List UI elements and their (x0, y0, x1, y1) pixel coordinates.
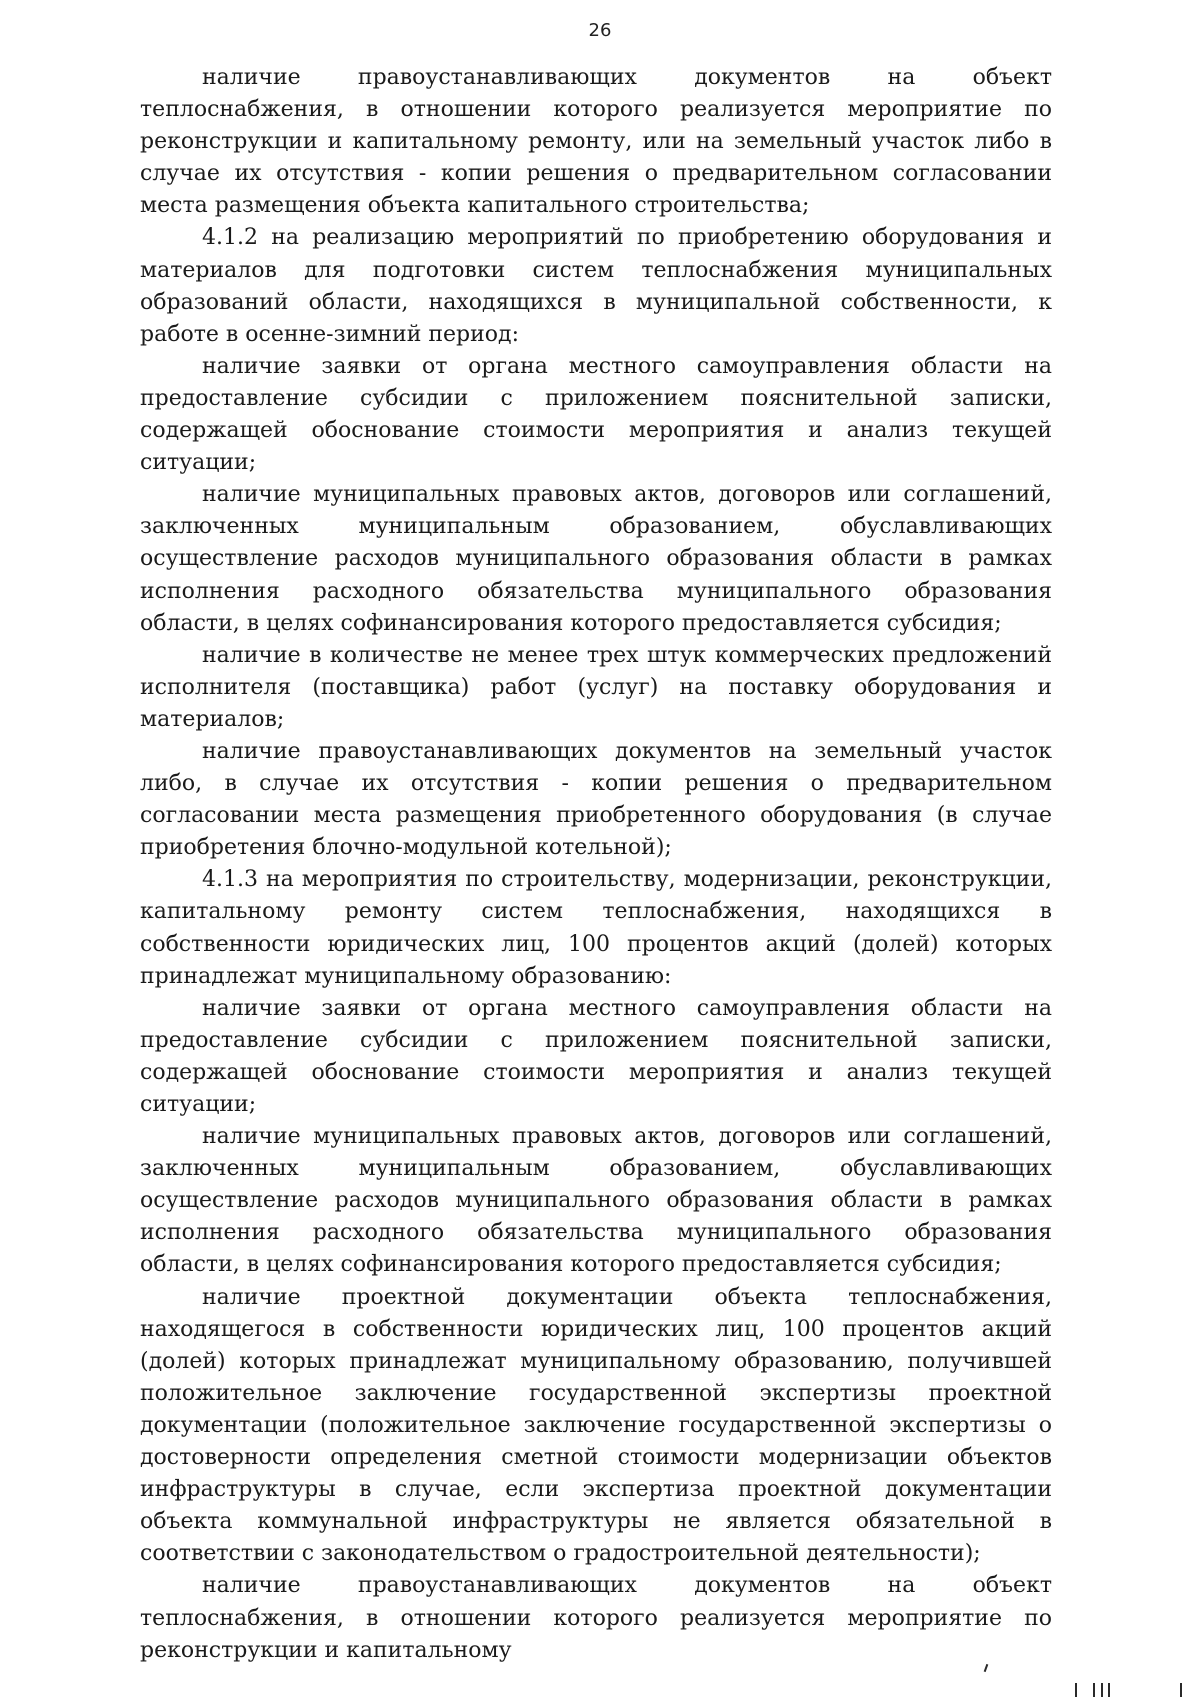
paragraph-commercial-offers: наличие в количестве не менее трех штук коммерческих предложений исполнителя (поставщика) работ (услуг) на поставку оборудования и материалов; (140, 642, 1052, 732)
paragraph-municipal-acts-1: наличие муниципальных правовых актов, договоров или соглашений, заключенных муниципальным образованием, обуславливающих осуществление расходов муниципального образования области в рамках исполнения расходного обязательства муниципального образования области, в целях софинансирования которого предоставляется субсидия; (140, 482, 1052, 636)
document-body (140, 62, 1052, 1667)
scan-bar (1093, 1683, 1095, 1697)
paragraph-clause-4-1-3: 4.1.3 на мероприятия по строительству, модернизации, реконструкции, капитальному ремонту систем теплоснабжения, находящихся в собственности юридических лиц, 100 процентов акций (долей) которых принадлежат муниципальному образованию: (140, 867, 1052, 989)
paragraph-subsidy-application-2: наличие заявки от органа местного самоуправления области на предоставление субсидии с приложением пояснительной записки, содержащей обоснование стоимости мероприятия и анализ текущей ситуации; (140, 995, 1052, 1117)
scan-bar (1075, 1683, 1077, 1697)
paragraph-land-documents-3: наличие правоустанавливающих документов на объект теплоснабжения, в отношении которого реализуется мероприятие по реконструкции и капитальному (140, 1573, 1052, 1663)
scan-bar (1180, 1683, 1182, 1697)
scan-bar (1101, 1683, 1103, 1697)
page-number: 26 (588, 20, 612, 41)
scan-bar (1108, 1683, 1110, 1697)
paragraph-subsidy-application-1: наличие заявки от органа местного самоуправления области на предоставление субсидии с приложением пояснительной записки, содержащей обоснование стоимости мероприятия и анализ текущей ситуации; (140, 353, 1052, 476)
paragraph-municipal-acts-2: наличие муниципальных правовых актов, договоров или соглашений, заключенных муниципальным образованием, обуславливающих осуществление расходов муниципального образования области в рамках исполнения расходного обязательства муниципального образования области, в целях софинансирования которого предоставляется субсидия; (140, 1124, 1052, 1278)
paragraph-project-documentation: наличие проектной документации объекта теплоснабжения, находящегося в собственности юридических лиц, 100 процентов акций (долей) которых принадлежат муниципальному образованию, получившей положительное заключение государственной экспертизы проектной документации (положительное заключение государственной экспертизы о достоверности определения сметной стоимости модернизации объектов инфраструктуры в случае, если экспертиза проектной документации объекта коммунальной инфраструктуры не является обязательной в соответствии с законодательством о градостроительной деятельности); (140, 1284, 1052, 1567)
paragraph-clause-4-1-2: 4.1.2 на реализацию мероприятий по приобретению оборудования и материалов для подготовки систем теплоснабжения муниципальных образований области, находящихся в муниципальной собственности, к работе в осенне-зимний период: (140, 225, 1052, 347)
paragraph-land-documents-2: наличие правоустанавливающих документов на земельный участок либо, в случае их отсутствия - копии решения о предварительном согласовании места размещения приобретенного оборудования (в случае приобретения блочно-модульной котельной); (140, 738, 1052, 861)
paragraph-land-documents-1: наличие правоустанавливающих документов на объект теплоснабжения, в отношении которого реализуется мероприятие по реконструкции и капитальному ремонту, или на земельный участок либо в случае их отсутствия - копии решения о предварительном согласовании места размещения объекта капитального строительства; (140, 65, 1052, 219)
